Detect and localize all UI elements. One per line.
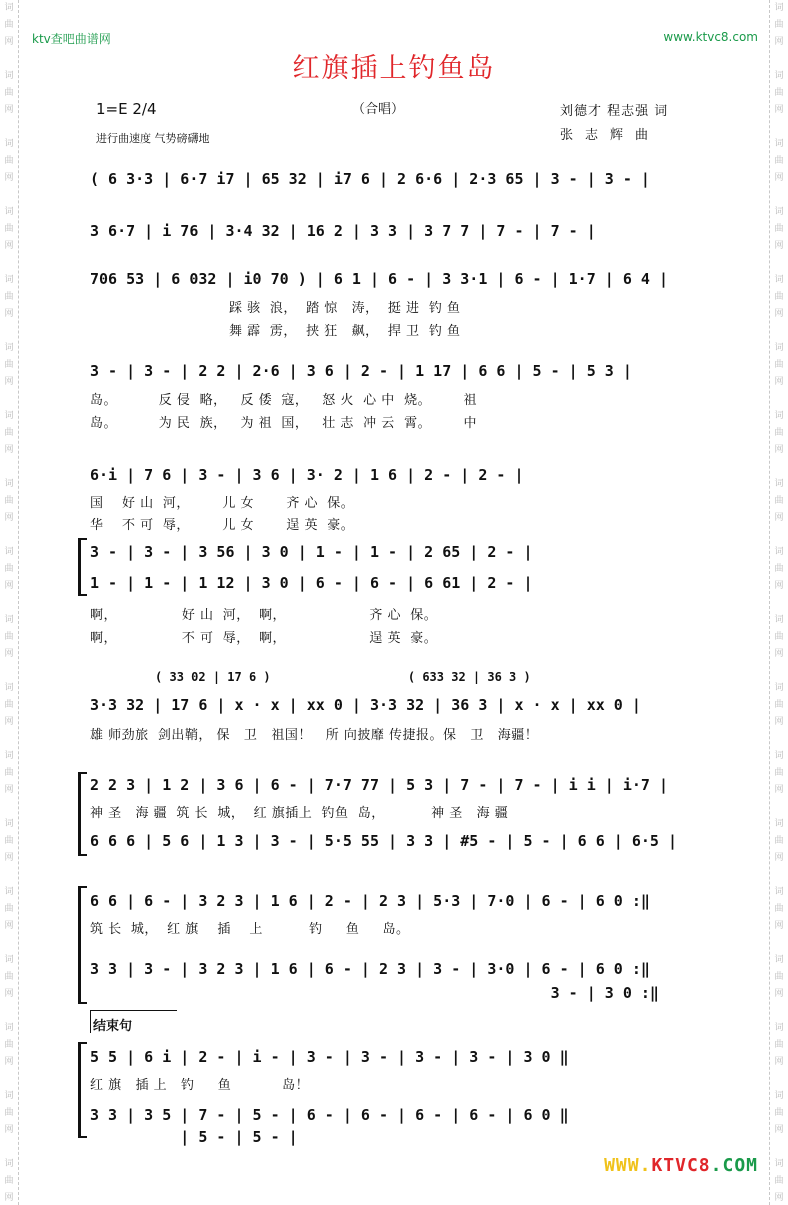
notation-line-9-divisi: 3 - | 3 0 :‖ [90,984,659,1002]
ending-brace [78,1042,87,1138]
notation-line-3: 706 53 | 6 032 | i0 70 ) | 6 1 | 6 - | 3 3·1 | 6 - | 1·7 | 6 4 | [90,270,668,288]
notation-line-10-upper: 5 5 | 6 i | 2 - | i - | 3 - | 3 - | 3 - | 3 - | 3 0 ‖ [90,1048,569,1066]
notation-line-6-lower: 1 - | 1 - | 1 12 | 3 0 | 6 - | 6 - | 6 61 | 2 - | [90,574,533,592]
composer-credit: 张志辉曲 [560,128,661,143]
notation-line-8-lower: 6 6 6 | 5 6 | 1 3 | 3 - | 5·5 55 | 3 3 | #5 - | 5 - | 6 6 | 6·5 | [90,832,677,850]
footer-site-logo [604,1155,758,1176]
lyric-line-4-verse2: 岛。 为 民 族， 为 祖 国， 壮 志 冲 云 霄。 中 [90,416,477,431]
footer-logo-suffix: .COM [710,1155,758,1176]
lyric-line-5-verse2: 华 不 可 辱， 儿 女 逞 英 豪。 [90,518,355,533]
notation-line-9-upper: 6 6 | 6 - | 3 2 3 | 1 6 | 2 - | 2 3 | 5·3 | 7·0 | 6 - | 6 0 :‖ [90,892,650,910]
site-name-left: ktv查吧曲谱网 [32,32,111,46]
site-url-right: www.ktvc8.com [663,30,758,44]
lyricist-credit: 刘德才 程志强 词 [560,104,669,119]
notation-line-2: 3 6·7 | i 76 | 3·4 32 | 16 2 | 3 3 | 3 7 7 | 7 - | 7 - | [90,222,596,240]
performance-form: （合唱） [352,102,405,117]
notation-line-4: 3 - | 3 - | 2 2 | 2·6 | 3 6 | 2 - | 1 17 | 6 6 | 5 - | 5 3 | [90,362,632,380]
lyric-line-6-verse1: 啊， 好 山 河， 啊， 齐 心 保。 [90,608,438,623]
notation-line-7: 3·3 32 | 17 6 | x · x | xx 0 | 3·3 32 | 36 3 | x · x | xx 0 | [90,696,641,714]
left-watermark-strip: 词 曲 网 词 曲 网 词 曲 网 词 曲 网 词 曲 网 词 曲 网 词 曲 网 词 曲 网 词 曲 网 词 曲 网 词 曲 网 词 曲 网 词 曲 网 词 曲 网 词 曲 网 词 曲 网 词 曲 网 词 曲 网 [0,0,19,1205]
lyric-line-7: 雄 师劲旅 剑出鞘， 保 卫 祖国！ 所 向披靡 传捷报。保 卫 海疆！ [90,728,539,743]
notation-line-7-instrumental: ( 33 02 | 17 6 ) ( 633 32 | 36 3 ) [90,670,531,684]
lyric-line-4-verse1: 岛。 反 侵 略， 反 倭 寇， 怒 火 心 中 烧。 祖 [90,393,477,408]
lyric-line-8: 神 圣 海 疆 筑 长 城， 红 旗插上 钓鱼 岛， 神 圣 海 疆 [90,806,509,821]
key-signature: 1=E 2/4 [96,100,157,118]
lyric-line-9: 筑 长 城， 红 旗 插 上 钓 鱼 岛。 [90,922,410,937]
notation-line-8-upper: 2 2 3 | 1 2 | 3 6 | 6 - | 7·7 77 | 5 3 | 7 - | 7 - | i i | i·7 | [90,776,668,794]
system-6-brace [78,538,87,596]
ending-label: 结束句 [93,1019,133,1034]
lyric-line-3-verse1: 踩 骇 浪， 踏 惊 涛， 挺 进 钓 鱼 [90,301,461,316]
notation-line-5: 6·i | 7 6 | 3 - | 3 6 | 3· 2 | 1 6 | 2 - | 2 - | [90,466,524,484]
lyric-line-3-verse2: 舞 霹 雳， 挟 狂 飙， 捍 卫 钓 鱼 [90,324,461,339]
system-8-brace [78,772,87,856]
notation-line-1: ( 6 3·3 | 6·7 i7 | 65 32 | i7 6 | 2 6·6 | 2·3 65 | 3 - | 3 - | [90,170,650,188]
lyric-line-5-verse1: 国 好 山 河， 儿 女 齐 心 保。 [90,496,355,511]
tempo-marking: 进行曲速度 气势磅礴地 [96,132,210,145]
notation-line-9-lower: 3 3 | 3 - | 3 2 3 | 1 6 | 6 - | 2 3 | 3 - | 3·0 | 6 - | 6 0 :‖ [90,960,650,978]
notation-line-10-lower: 3 3 | 3 5 | 7 - | 5 - | 6 - | 6 - | 6 - | 6 - | 6 0 ‖ [90,1106,569,1124]
right-watermark-strip: 词 曲 网 词 曲 网 词 曲 网 词 曲 网 词 曲 网 词 曲 网 词 曲 网 词 曲 网 词 曲 网 词 曲 网 词 曲 网 词 曲 网 词 曲 网 词 曲 网 词 曲 网 词 曲 网 词 曲 网 词 曲 网 [769,0,788,1205]
footer-logo-prefix: WWW. [604,1155,652,1176]
notation-line-6-upper: 3 - | 3 - | 3 56 | 3 0 | 1 - | 1 - | 2 65 | 2 - | [90,543,533,561]
system-9-brace [78,886,87,1004]
song-title: 红旗插上钓鱼岛 [292,53,496,84]
notation-line-10-divisi: | 5 - | 5 - | [90,1128,298,1146]
lyric-line-6-verse2: 啊， 不 可 辱， 啊， 逞 英 豪。 [90,631,438,646]
footer-logo-brand: KTVC8 [651,1155,711,1176]
lyric-line-10: 红 旗 插 上 钓 鱼 岛！ [90,1078,310,1093]
